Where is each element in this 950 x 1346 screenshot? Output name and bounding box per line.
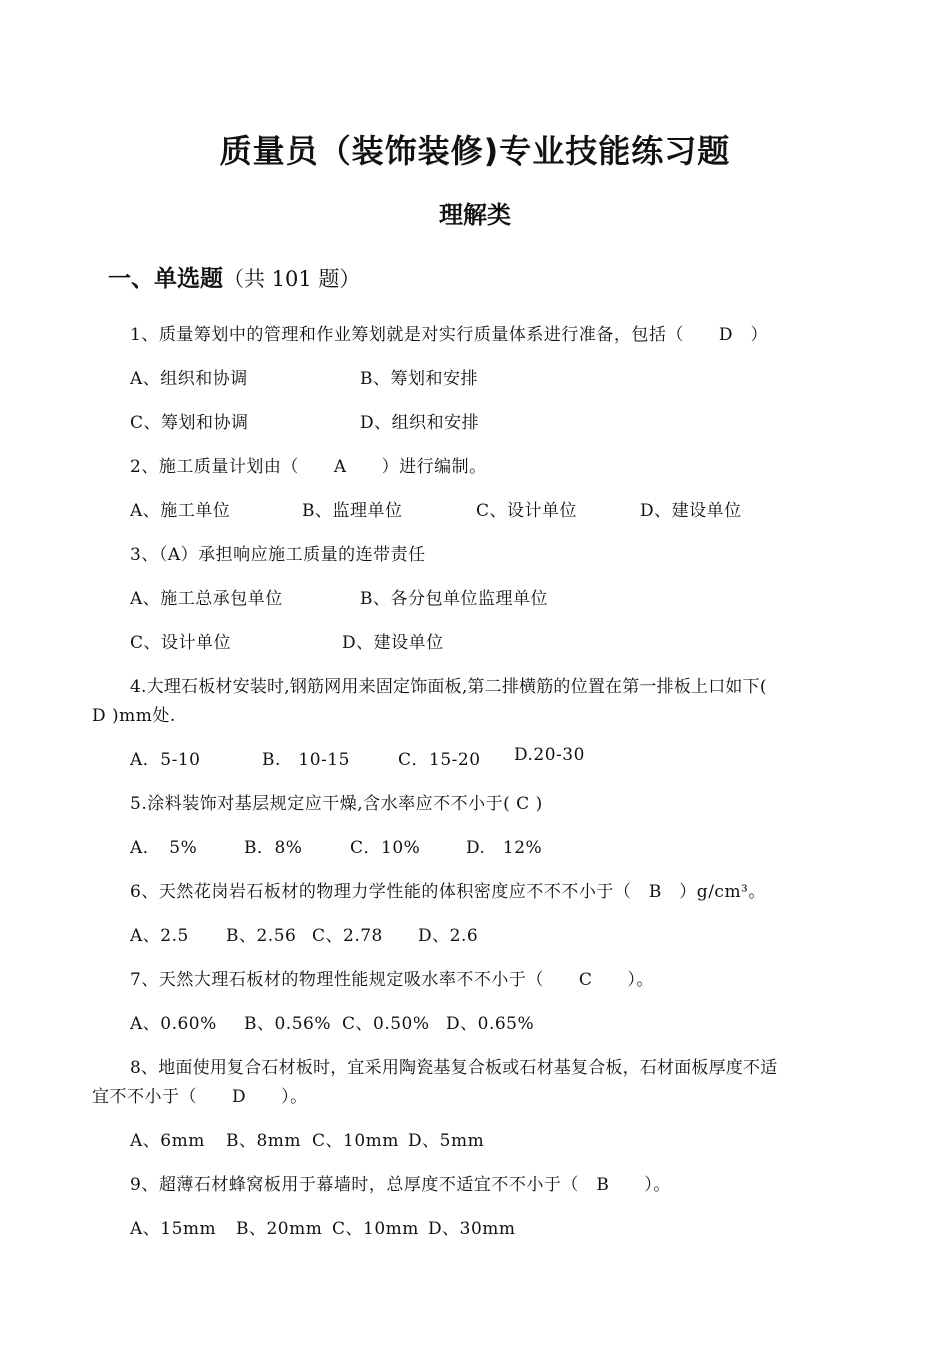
question-2-option-d: D、建设单位 [640, 501, 742, 521]
question-3-option-b: B、各分包单位监理单位 [360, 589, 548, 609]
question-9-option-b: B、20mm [236, 1219, 323, 1239]
question-6-option-a: A、2.5 [130, 926, 189, 946]
question-1-option-b: B、筹划和安排 [360, 369, 478, 389]
question-8-stem-line-1: 8、地面使用复合石材板时，宜采用陶瓷基复合板或石材基复合板，石材面板厚度不适 [130, 1058, 778, 1078]
question-9-option-d: D、30mm [428, 1219, 516, 1239]
question-7-option-b: B、0.56% [244, 1014, 331, 1034]
question-4-option-a: A．5-10 [130, 750, 201, 770]
section-count-note: （共 101 题） [223, 267, 361, 291]
question-3-option-c: C、设计单位 [130, 633, 232, 653]
section-heading-label: 一、单选题 [108, 266, 223, 292]
question-7-option-d: D、0.65% [446, 1014, 535, 1034]
question-7-option-c: C、0.50% [342, 1014, 430, 1034]
question-6-option-b: B、2.56 [226, 926, 297, 946]
question-5-option-d: D. 12% [466, 838, 543, 858]
question-8-option-d: D、5mm [408, 1131, 485, 1151]
question-6-option-c: C、2.78 [312, 926, 383, 946]
question-8-option-c: C、10mm [312, 1131, 399, 1151]
question-3-stem: 3、（A）承担响应施工质量的连带责任 [130, 545, 426, 565]
question-2-option-c: C、设计单位 [476, 501, 578, 521]
question-8-option-a: A、6mm [130, 1131, 205, 1151]
question-2-option-b: B、监理单位 [302, 501, 403, 521]
question-4-stem-line-2: D )mm处. [92, 706, 176, 726]
question-5-option-c: C．10% [350, 838, 421, 858]
question-4-stem-line-1: 4.大理石板材安装时,钢筋网用来固定饰面板,第二排横筋的位置在第一排板上口如下( [130, 677, 767, 697]
question-4-option-c: C．15-20 [398, 750, 481, 770]
question-1-stem: 1、质量筹划中的管理和作业筹划就是对实行质量体系进行准备，包括（ D ） [130, 325, 768, 345]
question-6-option-d: D、2.6 [418, 926, 479, 946]
question-9-option-a: A、15mm [130, 1219, 217, 1239]
document-subtitle: 理解类 [439, 201, 511, 229]
question-3-option-a: A、施工总承包单位 [130, 589, 283, 609]
question-5-stem: 5.涂料装饰对基层规定应干燥,含水率应不不小于( C ) [130, 794, 543, 814]
section-heading [108, 260, 360, 293]
question-5-option-a: A． 5% [130, 838, 198, 858]
question-7-stem: 7、天然大理石板材的物理性能规定吸水率不不小于（ C ）。 [130, 970, 654, 990]
question-1-option-c: C、筹划和协调 [130, 413, 249, 433]
question-5-option-b: B．8% [244, 838, 303, 858]
question-1-option-d: D、组织和安排 [360, 413, 480, 433]
question-9-stem: 9、超薄石材蜂窝板用于幕墙时，总厚度不适宜不不小于（ B ）。 [130, 1175, 671, 1195]
question-7-option-a: A、0.60% [130, 1014, 217, 1034]
question-4-option-d: D.20-30 [514, 745, 585, 765]
question-2-stem: 2、施工质量计划由（ A ）进行编制。 [130, 457, 487, 477]
document-title: 质量员（装饰装修)专业技能练习题 [219, 132, 731, 170]
question-8-option-b: B、8mm [226, 1131, 302, 1151]
question-3-option-d: D、建设单位 [342, 633, 444, 653]
question-9-option-c: C、10mm [332, 1219, 419, 1239]
question-2-option-a: A、施工单位 [130, 501, 231, 521]
question-4-option-b: B. 10-15 [262, 750, 350, 770]
question-6-stem: 6、天然花岗岩石板材的物理力学性能的体积密度应不不不小于（ B ）g/cm³。 [130, 882, 766, 902]
question-1-option-a: A、组织和协调 [130, 369, 248, 389]
question-8-stem-line-2: 宜不不小于（ D ）。 [92, 1087, 308, 1107]
